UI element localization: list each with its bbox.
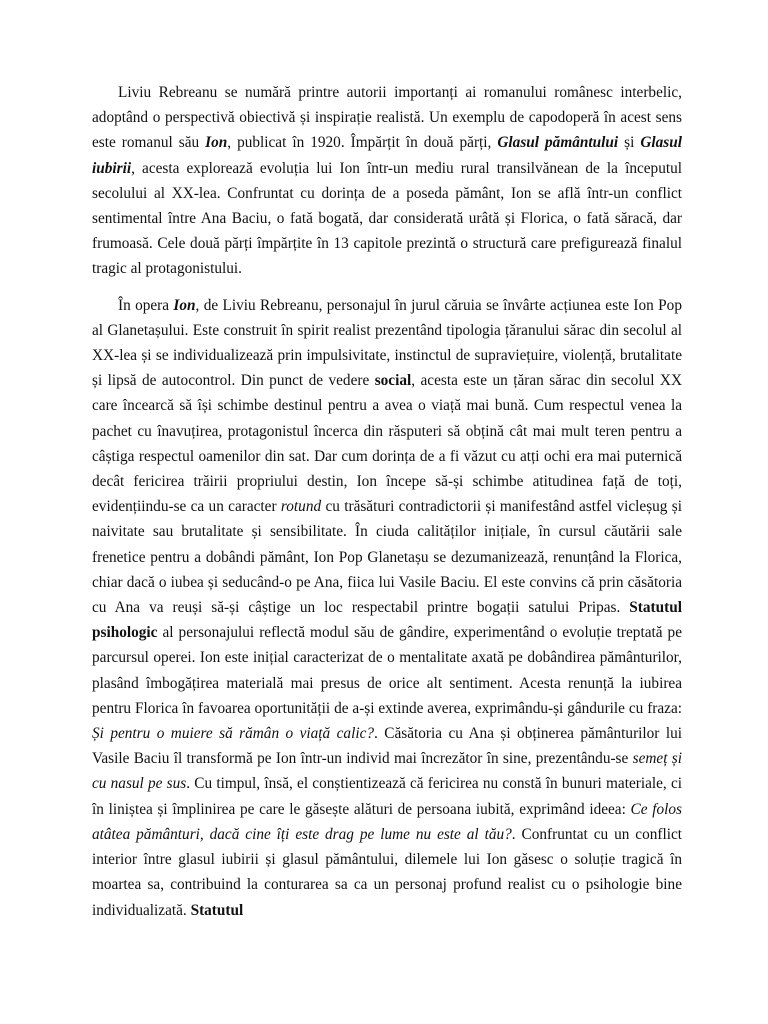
text-segment: și	[618, 134, 641, 152]
text-segment: . Cu timpul, însă, el conștientizează că fericirea nu constă în bunuri materiale, ci în liniștea și împlinirea pe care le găsește alături de persoana iubită, exprimând ideea:	[92, 775, 682, 818]
text-segment: . Căsătoria cu Ana și obținerea pământurilor lui Vasile Baciu îl transformă pe Ion într-un individ mai încrezător în sine, prezentându-se	[92, 725, 682, 768]
text-segment: , de Liviu Rebreanu, personajul în jurul căruia se învârte acțiunea este Ion Pop al Glanetașului. Este construit în spirit realist prezentând tipologia țăranului sărac din secolul al XX-lea și se individualizează prin impulsivitate, instinctul de supraviețuire, violență, brutalitate și lipsă de autocontrol. Din punct de vedere	[92, 296, 682, 390]
text-segment: , acesta este un țăran sărac din secolul XX care încearcă să își schimbe destinul pentru a avea o viață mai bună. Cum respectul venea la pachet cu înavuțirea, protagonistul încerca din răsputeri să obțină cât mai mult teren pentru a câștiga respectul oamenilor din sat. Dar cum dorința de a fi văzut cu atți ochi era mai puternică decât fericirea trăirii propriului destin, Ion începe să-și schimbe atitudinea față de toți, evidențiindu-se ca un caracter	[92, 372, 682, 516]
text-segment: social	[374, 372, 412, 390]
text-segment: cu trăsături contradictorii și manifestând astfel vicleșug și naivitate sau brutalitate și sensibilitate. În ciuda calităților inițiale, în cursul căutării sale frenetice pentru a dobândi pământ, Ion Pop Glanetașu se dezumanizează, renunțând la Florica, chiar dacă o iubea și seducând-o pe Ana, fiica lui Vasile Baciu. El este convins că prin căsătoria cu Ana va reuși să-și câștige un loc respectabil printre bogații satului Pripas.	[92, 498, 682, 617]
document-body	[92, 80, 682, 923]
text-segment: Glasul pământului	[497, 134, 619, 152]
text-segment: Și pentru o muiere să rămân o viață calic?	[92, 725, 375, 743]
text-segment: Ion	[205, 134, 228, 152]
text-segment: semeț și cu nasul pe sus	[92, 750, 683, 793]
text-segment: Ce folos atâtea pământuri, dacă cine îți este drag pe lume nu este al tău?	[92, 800, 682, 843]
text-segment: Statutul psihologic	[92, 599, 682, 642]
paragraph-intro	[92, 80, 682, 282]
text-segment: al personajului reflectă modul său de gândire, experimentând o evoluție treptată pe parcursul operei. Ion este inițial caracterizat de o mentalitate axată pe dobândirea pământurilor, plasând îmbogățirea materială mai presus de orice alt sentiment. Acesta renunță la iubirea pentru Florica în favoarea oportunității de a-și extinde averea, exprimându-și gândurile cu fraza:	[92, 624, 682, 717]
text-segment: Glasul iubirii	[92, 134, 682, 177]
text-segment: Statutul	[190, 901, 244, 919]
text-segment: În opera	[118, 296, 174, 314]
text-segment: rotund	[280, 498, 322, 516]
text-segment: , acesta explorează evoluția lui Ion într-un mediu rural transilvănean de la începutul secolului al XX-lea. Confruntat cu dorința de a poseda pământ, Ion se află într-un conflict sentimental între Ana Baciu, o fată bogată, dar considerată urâtă și Florica, o fată săracă, dar frumoasă. Cele două părți împărțite în 13 capitole prezintă o structură care prefigurează finalul tragic al protagonistului.	[92, 159, 682, 278]
text-segment: , publicat în 1920. Împărțit în două părți,	[227, 134, 498, 152]
text-segment: Ion	[173, 296, 196, 314]
paragraph-character	[92, 293, 682, 923]
text-segment: . Confruntat cu un conflict interior între glasul iubirii și glasul pământului, dilemele lui Ion găsesc o soluție tragică în moartea sa, contribuind la conturarea sa ca un personaj profund realist cu o psihologie bine individualizată.	[92, 825, 682, 919]
text-segment: Liviu Rebreanu se numără printre autorii importanți ai romanului românesc interbelic, adoptând o perspectivă obiectivă și inspirație realistă. Un exemplu de capodoperă în acest sens este romanul său	[92, 84, 682, 152]
